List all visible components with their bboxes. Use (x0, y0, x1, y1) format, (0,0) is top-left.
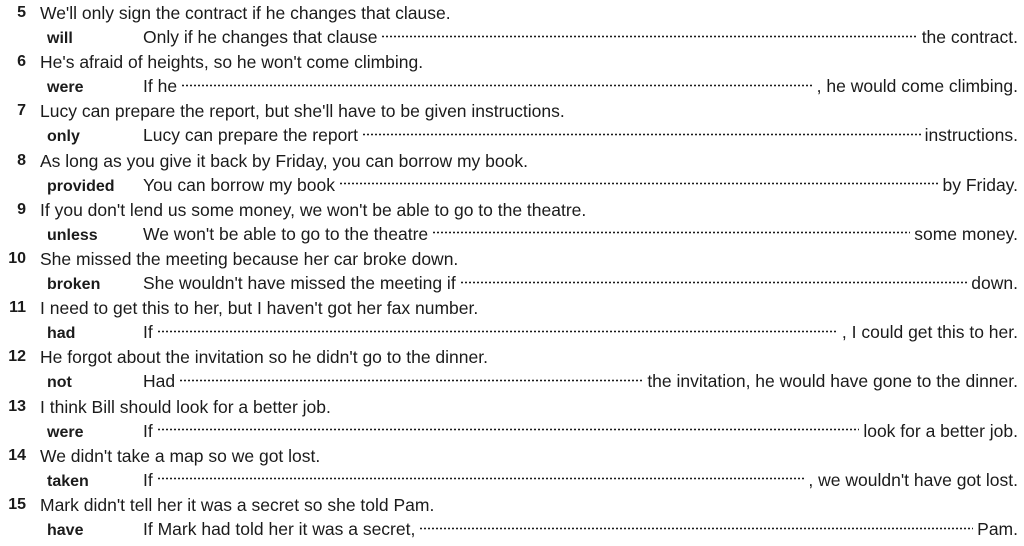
question-number: 5 (17, 4, 26, 21)
answer-suffix: , we wouldn't have got lost. (808, 469, 1018, 490)
keyword: were (47, 79, 84, 97)
answer-prefix: If he (143, 76, 178, 97)
answer-prefix: We won't be able to go to the theatre (143, 223, 429, 244)
original-sentence: She missed the meeting because her car broke down. (40, 249, 459, 269)
keyword: broken (47, 276, 101, 293)
answer-line (0, 174, 1024, 196)
original-sentence: Lucy can prepare the report, but she'll have to be given instructions. (40, 101, 565, 122)
original-sentence: Mark didn't tell her it was a secret so she told Pam. (40, 495, 435, 515)
original-sentence: If you don't lend us some money, we won't be able to go to the theatre. (40, 199, 587, 220)
keyword: taken (47, 472, 89, 490)
keyword: unless (47, 226, 98, 244)
answer-blank[interactable] (157, 330, 838, 333)
answer-suffix: , I could get this to her. (841, 322, 1018, 343)
answer-line (0, 223, 1024, 245)
keyword: had (47, 325, 76, 343)
question-number: 9 (17, 200, 26, 218)
keyword: provided (47, 177, 115, 195)
answer-prefix: If (143, 322, 153, 343)
answer-line (0, 518, 1024, 540)
keyword: were (47, 423, 84, 441)
question-number: 13 (8, 397, 26, 415)
answer-prefix: If (143, 420, 153, 441)
answer-suffix: instructions. (924, 125, 1018, 146)
original-sentence: I need to get this to her, but I haven't got her fax number. (40, 298, 479, 319)
answer-blank[interactable] (181, 84, 813, 87)
answer-prefix: Lucy can prepare the report (143, 125, 358, 146)
question-number: 15 (8, 496, 26, 513)
answer-suffix: look for a better job. (863, 420, 1018, 441)
original-sentence: He forgot about the invitation so he didn't go to the dinner. (40, 347, 488, 368)
answer-suffix: down. (971, 273, 1018, 293)
answer-prefix: Only if he changes that clause (143, 27, 378, 47)
answer-blank[interactable] (381, 35, 917, 38)
original-sentence: He's afraid of heights, so he won't come climbing. (40, 52, 424, 73)
answer-line (0, 272, 1024, 294)
answer-blank[interactable] (339, 182, 939, 185)
answer-blank[interactable] (157, 428, 860, 431)
answer-prefix: She wouldn't have missed the meeting if (143, 273, 456, 293)
keyword: have (47, 522, 84, 539)
answer-suffix: Pam. (977, 519, 1018, 539)
answer-line (0, 370, 1024, 392)
question-number: 10 (8, 250, 26, 267)
original-sentence: I think Bill should look for a better job. (40, 396, 331, 417)
answer-prefix: If Mark had told her it was a secret, (143, 519, 416, 539)
answer-line (0, 469, 1024, 491)
answer-line (0, 321, 1024, 343)
answer-prefix: If (143, 469, 153, 490)
answer-suffix: by Friday. (942, 174, 1018, 195)
answer-line (0, 124, 1024, 146)
question-number: 12 (8, 348, 26, 366)
answer-blank[interactable] (419, 527, 973, 530)
question-number: 11 (9, 299, 26, 317)
answer-blank[interactable] (179, 379, 643, 382)
question-number: 7 (17, 102, 26, 120)
answer-prefix: You can borrow my book (143, 174, 335, 195)
answer-prefix: Had (143, 371, 176, 392)
original-sentence: We didn't take a map so we got lost. (40, 445, 321, 466)
question-number: 6 (17, 53, 26, 71)
answer-line (0, 75, 1024, 97)
original-sentence: We'll only sign the contract if he changes that clause. (40, 3, 451, 23)
answer-line (0, 420, 1024, 442)
answer-suffix: , he would come climbing. (816, 76, 1018, 97)
answer-suffix: some money. (914, 223, 1018, 244)
answer-blank[interactable] (460, 281, 968, 284)
keyword: not (47, 374, 72, 392)
answer-blank[interactable] (362, 133, 921, 136)
answer-blank[interactable] (157, 477, 805, 480)
answer-suffix: the contract. (921, 27, 1018, 47)
question-number: 8 (17, 151, 26, 169)
answer-suffix: the invitation, he would have gone to the dinner. (647, 371, 1018, 392)
question-number: 14 (8, 446, 26, 464)
answer-blank[interactable] (432, 231, 910, 234)
original-sentence: As long as you give it back by Friday, you can borrow my book. (40, 150, 528, 171)
keyword: will (47, 30, 73, 47)
keyword: only (47, 128, 80, 146)
answer-line (0, 26, 1024, 48)
